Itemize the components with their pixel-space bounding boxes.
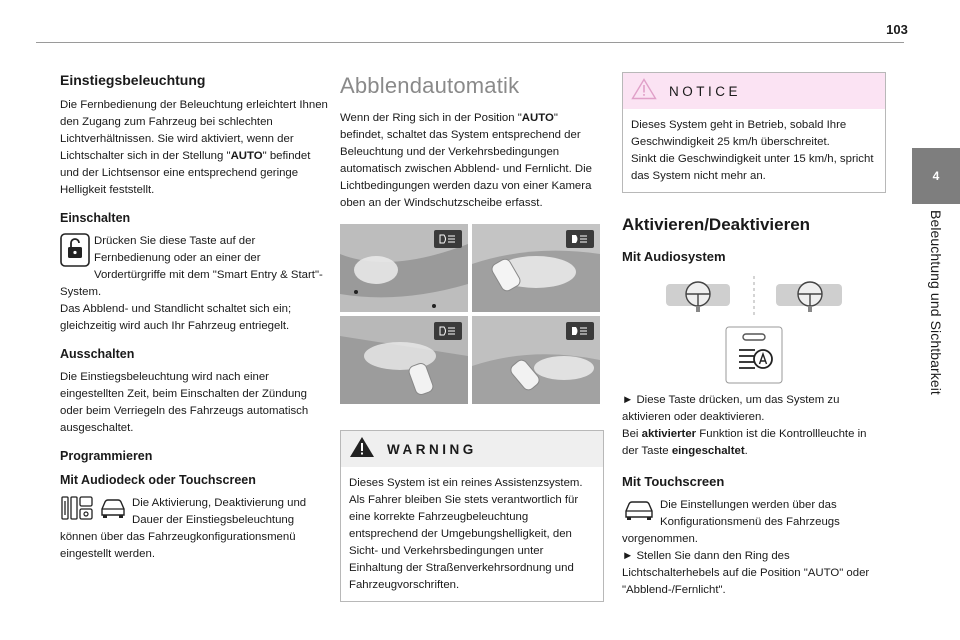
subheading-switch-off: Ausschalten: [60, 347, 135, 361]
notice-text: Dieses System geht in Betrieb, sobald Ihre Geschwindigkeit 25 km/h überschreitet.: [631, 119, 847, 148]
notice-box-body: [623, 109, 885, 192]
steering-wheel-controls-illustration: [622, 274, 886, 320]
press-button-text: ► Diese Taste drücken, um das System zu aktivieren oder deaktivieren.: [622, 394, 840, 423]
auto-high-beam-button-icon: [622, 326, 886, 384]
illustration-road-2: [472, 224, 600, 312]
high-beam-badge-icon-2: [566, 322, 594, 340]
illustration-road-3: [340, 316, 468, 404]
auto-headlight-badge-icon-2: [434, 322, 462, 340]
section-heading-entry-lighting: Einstiegsbeleuchtung: [60, 72, 206, 88]
touchscreen-block: [622, 497, 886, 599]
subheading-touchscreen: Mit Touchscreen: [622, 474, 725, 489]
notice-box-header: [623, 73, 885, 109]
switch-off-text: Die Einstiegsbeleuchtung wird nach einer eingestellten Zeit, beim Einschalten der Zündung oder beim Verriegeln des Fahrzeugs automatisch ausgeschaltet.: [60, 371, 309, 434]
page-number: 103: [886, 22, 908, 37]
touchscreen-text: Die Einstellungen werden über das Konfigurationsmenü des Fahrzeugs vorgenommen.: [622, 499, 840, 545]
illustration-road-1: [340, 224, 468, 312]
warning-text: Dieses System ist ein reines Assistenzsystem. Als Fahrer bleiben Sie stets verantwortlich für eine korrekte Fahrzeugbeleuchtung entsprechend der Umgebungshelligkeit, den Sicht- und Verkehrsbedingungen unter Einhaltung der Straßenverkehrsordnung und Fahrzeugvorschriften.: [349, 477, 583, 591]
chapter-title: [912, 210, 960, 590]
auto-dipping-intro: Wenn der Ring sich in der Position "AUTO" befindet, schaltet das System entsprechend der Beleuchtung und der Verkehrsbedingungen automatisch zwischen Abblend- und Fernlicht. Die Lichtbedingungen werden dazu von einer Kamera oben an der Windschutzscheibe erfasst.: [340, 112, 592, 209]
unlock-key-icon: [60, 233, 90, 272]
warning-box-body: [341, 467, 603, 601]
column-1: [60, 72, 328, 563]
header-rule: [36, 42, 904, 43]
column-2: [340, 72, 604, 602]
section-heading-auto-dipping: Abblendautomatik: [340, 73, 520, 98]
high-beam-badge-icon: [566, 230, 594, 248]
programming-block: [60, 495, 328, 563]
auto-headlight-badge-icon: [434, 230, 462, 248]
subheading-audio-or-touchscreen: Mit Audiodeck oder Touchscreen: [60, 473, 256, 487]
switch-on-block: [60, 233, 328, 335]
chapter-title-text: Beleuchtung und Sichtbarkeit: [928, 210, 944, 395]
settings-panel-icon: [60, 495, 94, 526]
subheading-switch-on: Einschalten: [60, 211, 131, 225]
subheading-programming: Programmieren: [60, 449, 153, 463]
section-heading-activate-deactivate: Aktivieren/Deaktivieren: [622, 215, 811, 234]
warning-title: WARNING: [387, 441, 477, 457]
switch-on-text-2: Das Abblend- und Standlicht schaltet sich ein; gleichzeitig wird auch Ihr Fahrzeug entriegelt.: [60, 303, 292, 332]
notice-text-2: Sinkt die Geschwindigkeit unter 15 km/h, spricht das System nicht mehr an.: [631, 153, 874, 182]
warning-box: [340, 430, 604, 602]
illustration-road-4: [472, 316, 600, 404]
warning-box-header: [341, 431, 603, 467]
notice-box: [622, 72, 886, 193]
notice-title: NOTICE: [669, 83, 742, 99]
car-menu-icon: [98, 495, 128, 526]
headlight-illustration-grid: [340, 224, 604, 404]
touchscreen-text-2: ► Stellen Sie dann den Ring des Lichtschalterhebels auf die Position "AUTO" oder "Abblend-/Fernlicht".: [622, 550, 870, 596]
warning-triangle-icon: [349, 436, 375, 463]
programming-text: Die Aktivierung, Deaktivierung und Dauer der Einstiegsbeleuchtung können über das Fahrzeugkonfigurationsmenü eingestellt werden.: [60, 497, 307, 560]
switch-on-text: Drücken Sie diese Taste auf der Fernbedienung oder an einer der Vordertürgriffe mit dem "Smart Entry & Start"-System.: [60, 235, 323, 298]
active-indicator-text: Bei aktivierter Funktion ist die Kontrollleuchte in der Taste eingeschaltet.: [622, 428, 867, 457]
notice-triangle-icon: [631, 78, 657, 105]
chapter-tab[interactable]: 4: [912, 148, 960, 204]
entry-lighting-intro: Die Fernbedienung der Beleuchtung erleichtert Ihnen den Zugang zum Fahrzeug bei schlechten Lichtverhältnissen. Sie wird aktiviert, wenn der Lichtschalter sich in der Stellung "AUTO" befindet und der Lichtsensor eine entsprechend geringe Helligkeit feststellt.: [60, 99, 328, 196]
car-menu-icon-2: [622, 497, 656, 528]
subheading-audio-system: Mit Audiosystem: [622, 249, 726, 264]
column-3: [622, 72, 886, 599]
